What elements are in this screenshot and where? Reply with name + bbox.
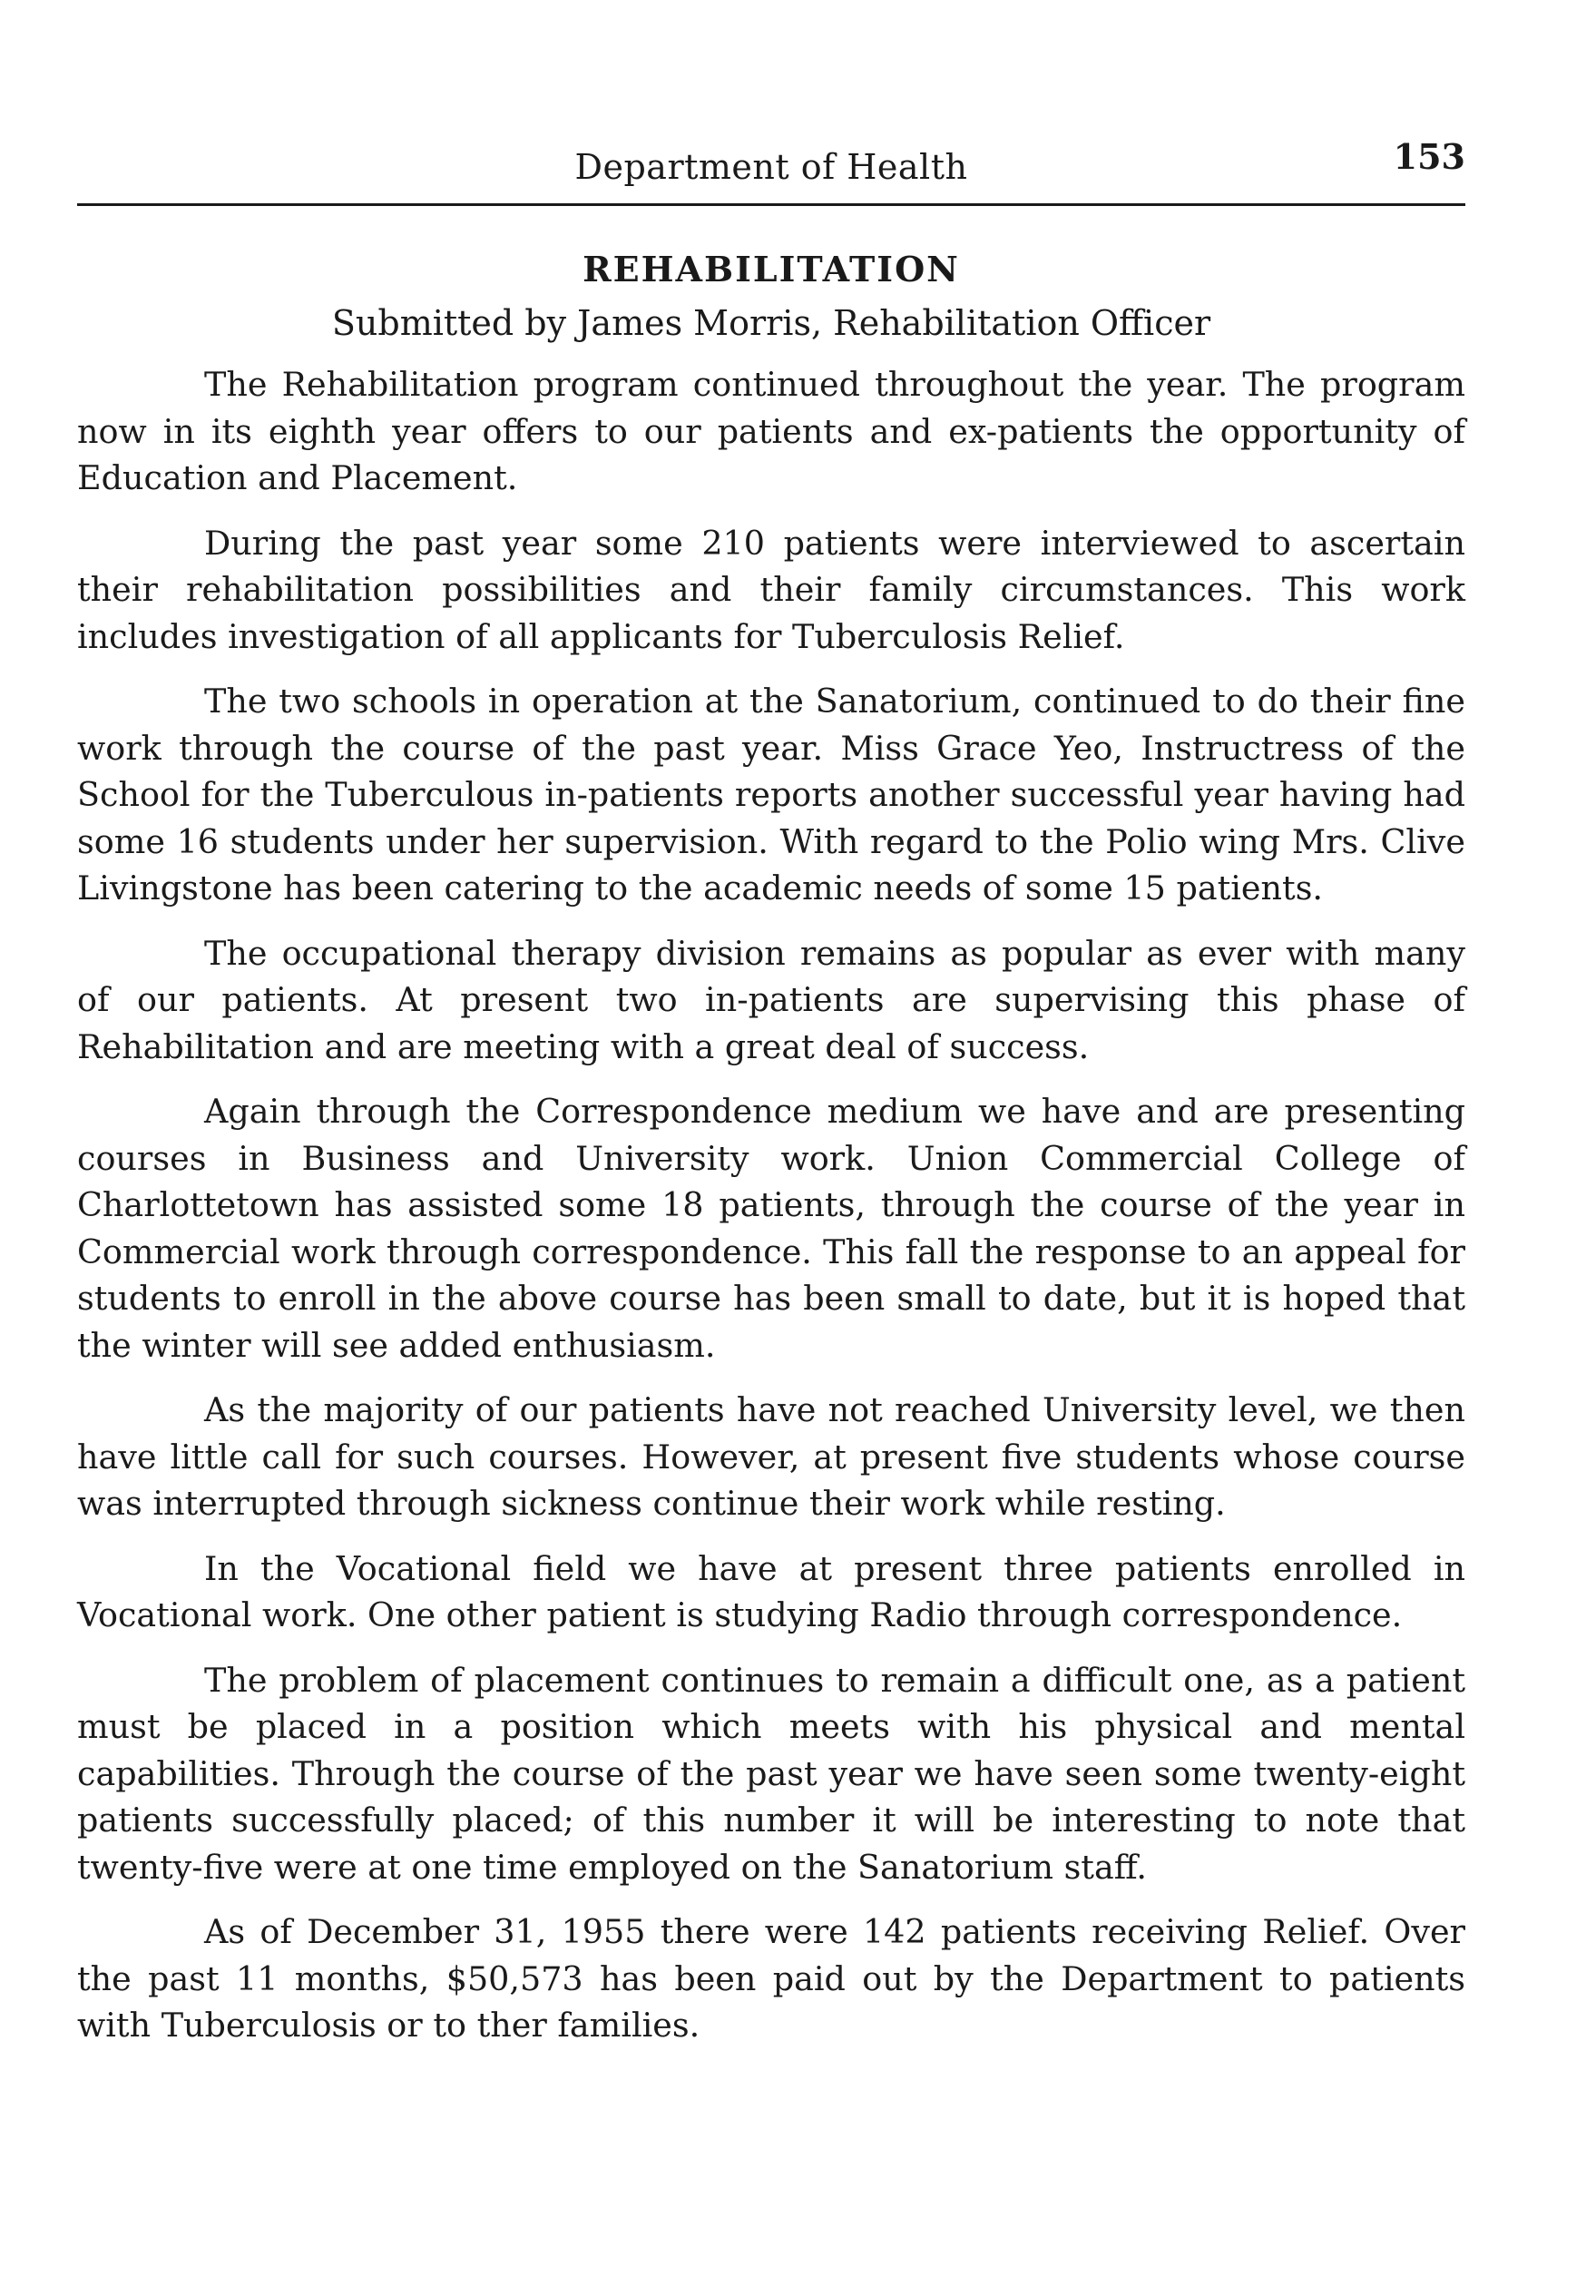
page-header: [77, 136, 1465, 201]
paragraph-interviews: During the past year some 210 patients were interviewed to ascertain their rehabilitation possibilities and their family circumstances. This work includes investigation of all applicants for Tuberculosis Relief.: [77, 523, 1465, 656]
running-title: Department of Health: [574, 147, 968, 187]
section-title: REHABILITATION: [583, 249, 960, 289]
report-section: [77, 243, 1465, 2067]
paragraph-schools: The two schools in operation at the Sanatorium, continued to do their fine work through the course of the past year. Miss Grace Yeo, Instructress of the School for the Tuberculous in-patients reports another successful year having had some 16 students under her supervision. With regard to the Polio wing Mrs. Clive Livingstone has been catering to the academic needs of some 15 patients.: [77, 682, 1465, 908]
paragraph-occupational-therapy: The occupational therapy division remains as popular as ever with many of our patients. At present two in-patients are supervising this phase of Rehabilitation and are meeting with a great deal of success.: [77, 933, 1465, 1066]
paragraph-university-level: As the majority of our patients have not reached University level, we then have little call for such courses. However, at present five students whose course was interrupted through sickness continue their work while resting.: [77, 1390, 1465, 1523]
paragraph-vocational: In the Vocational field we have at present three patients enrolled in Vocational work. One other patient is studying Radio through correspondence.: [77, 1548, 1465, 1634]
section-byline: Submitted by James Morris, Rehabilitation Officer: [331, 303, 1211, 343]
paragraph-relief: As of December 31, 1955 there were 142 patients receiving Relief. Over the past 11 months, $50,573 has been paid out by the Department to patients with Tuberculosis or to ther families.: [77, 1912, 1465, 2045]
header-rule: [77, 203, 1465, 206]
paragraph-placement: The problem of placement continues to remain a difficult one, as a patient must be placed in a position which meets with his physical and mental capabilities. Through the course of the past year we have seen some twenty-eight patients successfully placed; of this number it will be interesting to note that twenty-five were at one time employed on the Sanatorium staff.: [77, 1660, 1465, 1887]
paragraph-correspondence: Again through the Correspondence medium we have and are presenting courses in Business and University work. Union Commercial College of Charlottetown has assisted some 18 patients, through the course of the year in Commercial work through correspondence. This fall the response to an appeal for students to enroll in the above course has been small to date, but it is hoped that the winter will see added enthusiasm.: [77, 1092, 1465, 1365]
paragraph-program-overview: The Rehabilitation program continued throughout the year. The program now in its eighth year offers to our patients and ex-patients the opportunity of Education and Placement.: [77, 365, 1465, 497]
page-number: 153: [1393, 136, 1465, 177]
